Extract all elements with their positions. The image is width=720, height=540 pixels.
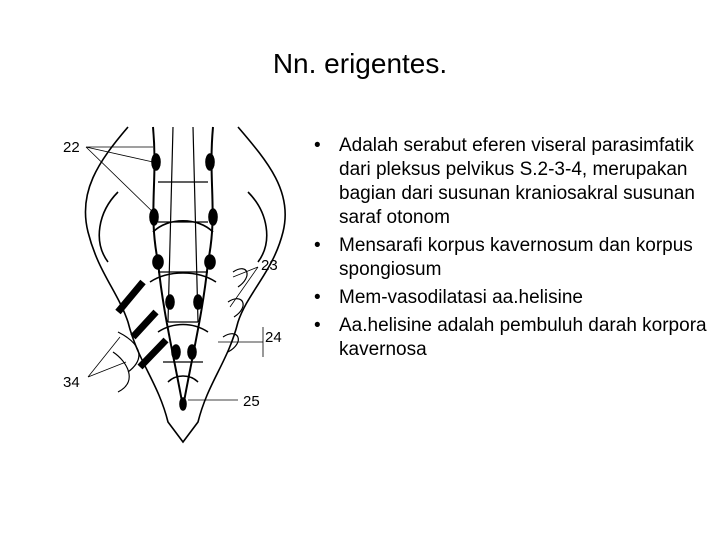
- figure-label-24: 24: [265, 329, 282, 346]
- bullet-marker: •: [314, 235, 321, 256]
- bullet-item: [312, 314, 712, 362]
- figure-label-22: 22: [63, 139, 80, 156]
- bullet-marker: •: [314, 135, 321, 156]
- figure-label-25: 25: [243, 393, 260, 410]
- bullet-item: [312, 286, 712, 310]
- figure-label-34: 34: [63, 374, 80, 391]
- bullet-text: Mensarafi korpus kavernosum dan korpus spongiosum: [339, 235, 693, 280]
- bullet-text: Mem-vasodilatasi aa.helisine: [339, 287, 583, 308]
- bullet-text: Adalah serabut eferen viseral parasimfatik dari pleksus pelvikus S.2-3-4, merupakan bagian dari susunan kraniosakral susunan saraf otonom: [339, 135, 695, 228]
- bullet-item: [312, 134, 712, 230]
- slide-title: Nn. erigentes.: [272, 48, 448, 79]
- bullet-list: [312, 134, 712, 366]
- bullet-marker: •: [314, 287, 321, 308]
- pelvic-nerve-illustration: [58, 122, 303, 447]
- bullet-marker: •: [314, 315, 321, 336]
- bullet-text: Aa.helisine adalah pembuluh darah korpora kavernosa: [339, 315, 707, 360]
- bullet-item: [312, 234, 712, 282]
- figure-label-23: 23: [261, 257, 278, 274]
